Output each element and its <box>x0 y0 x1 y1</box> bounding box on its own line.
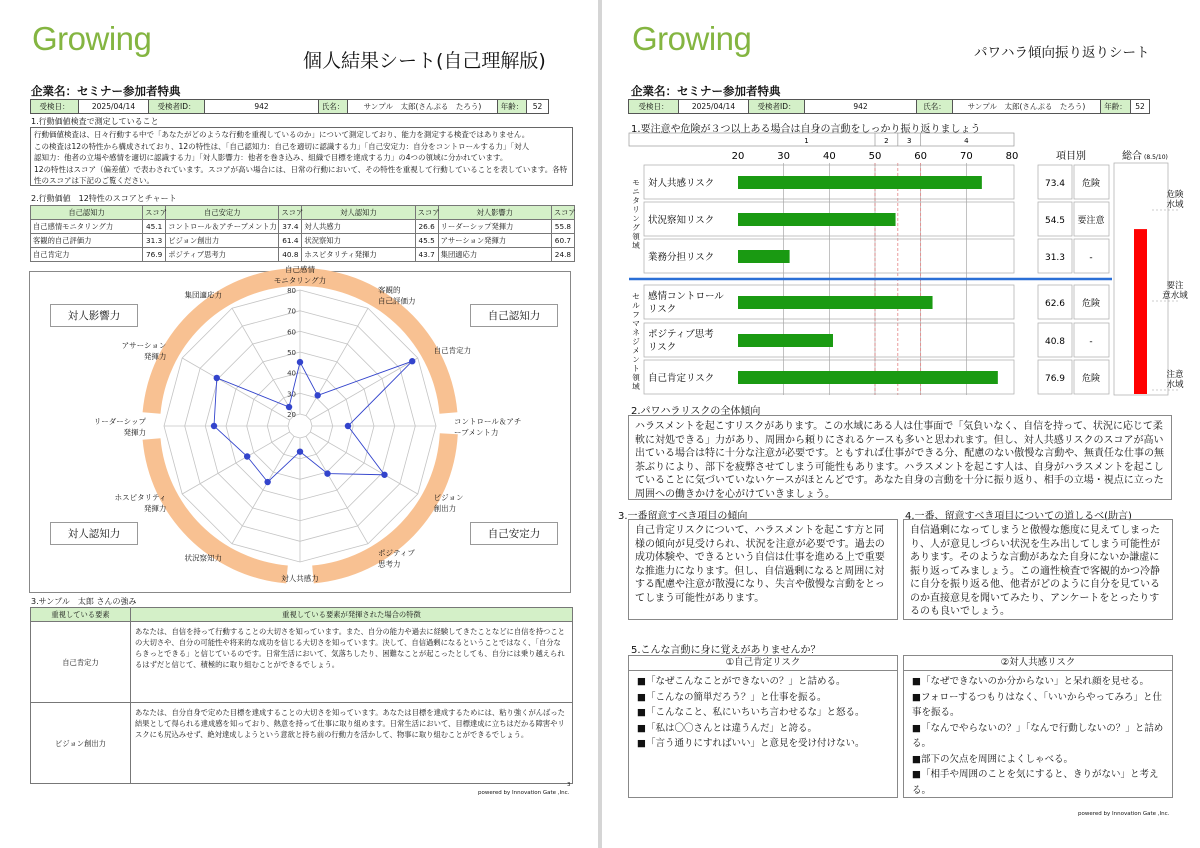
list-item: ■部下の欠点を周囲によくしゃべる。 <box>912 753 1073 765</box>
radar-data-point <box>345 423 351 429</box>
age-value: 52 <box>532 102 543 111</box>
group-label: ニ <box>632 187 640 196</box>
risk-scale-frame <box>629 133 1014 146</box>
header-cell: スコア <box>279 206 302 220</box>
risk-axis-tick: 70 <box>959 151 973 162</box>
radar-spoke <box>182 358 289 420</box>
group-label: フ <box>632 310 640 319</box>
risk-axis-tick: 80 <box>1005 151 1019 162</box>
group-label: ネ <box>632 328 640 337</box>
risk-axis-tick: 50 <box>868 151 882 162</box>
strength-table <box>30 607 573 784</box>
header-cell: 対人認知力 <box>302 206 415 220</box>
radar-data-point <box>314 392 320 398</box>
risk-score: 73.4 <box>1044 179 1066 189</box>
radar-tick-label: 30 <box>287 390 296 399</box>
header-cell: 自己安定力 <box>166 206 279 220</box>
radar-spoke <box>310 358 417 420</box>
radar-data-point <box>297 448 303 454</box>
column-header: 項目別 <box>1056 151 1086 162</box>
section1-line: 12の特性はスコア（偏差値）で表わされています。スコアが高い場合には、日常の行動において、その特性を重視して行動していることを表しています。各特性のスコアは下記のご覧ください。 <box>34 164 568 185</box>
radar-axis-label: 客観的自己評価力 <box>378 285 416 306</box>
section5-title: 5.こんな言動に身に覚えがありませんか？ <box>631 645 821 656</box>
radar-axis-label: リーダーシップ発揮力 <box>93 417 146 437</box>
trait-name: 自己肯定力 <box>31 248 143 262</box>
header-cell: 自己認知力 <box>31 206 143 220</box>
strength-description: あなたは、自信を持って行動することの大切さを知っています。また、自分の能力や過去に経験してきたことなどに自信を持つことの大切さや、自分の可能性や将来的な成功を信じる大切さを知っています。決して、自信過剰になるということではなく、「自分ならきっとできる」と信じているのです。日常生活において、気落ちしたり、困難なことが起こったとしても、自分には乗り越えられるはずだと信じて、積極的に取り組むことができるでしょう。 <box>131 622 573 703</box>
risk-status: - <box>1089 337 1093 347</box>
risk-scale-mark: 2 <box>884 137 889 145</box>
risk-axis-tick: 30 <box>777 151 791 162</box>
radar-tick-label: 80 <box>287 287 296 295</box>
name-label: 氏名： <box>917 100 953 113</box>
list-item: ■「なぜできないのか分からない」と呆れ顔を見せる。 <box>912 676 1149 687</box>
id-label: 受検者ID： <box>749 100 805 113</box>
risk-label: 自己肯定リスク <box>648 373 715 384</box>
radar-spoke <box>306 436 368 543</box>
trait-score: 43.7 <box>415 248 438 262</box>
list-item: ■「こんなこと、私にいちいち言わせるな」と怒る。 <box>637 707 865 718</box>
list-item: ■「なぜこんなことができないの？」と詰める。 <box>637 676 846 687</box>
section2-title: 2.行動価値 12特性のスコアとチャート <box>31 194 177 203</box>
section1-title: 1.行動価値検査で測定していること <box>31 117 159 126</box>
list-item: ■「私は〇〇さんとは違うんだ」と誇る。 <box>637 722 817 734</box>
page-title: 個人結果シート(自己理解版) <box>303 50 546 72</box>
group-label: タ <box>632 196 640 205</box>
group-label: 領 <box>632 232 640 241</box>
radar-axis-label: 自己感情モニタリング力 <box>273 265 327 285</box>
radar-axis-label: 集団適応力 <box>184 290 222 300</box>
powered-by: powered by Innovation Gate ,Inc. <box>1078 811 1170 817</box>
section3-text: 自己肯定リスクについて、ハラスメントを起こす方と同様の傾向が見受けられ、状況を注意が必要です。過去の成功体験や、できるという自信は仕事を進める上で重要な推進力になります。但し、自信過剰になると周囲に対する配慮や注意が散漫になり、失言や傲慢な言動をとってしまう可能性があります。 <box>628 519 898 620</box>
trait-name: ビジョン創出力 <box>166 234 279 248</box>
radar-axis-label: ポジティブ思考力 <box>378 548 415 569</box>
company-name: 企業名：セミナー参加者特典 <box>631 84 781 98</box>
trait-name: アサーション発揮力 <box>438 234 551 248</box>
trait-name: ホスピタリティ発揮力 <box>302 248 415 262</box>
score-row <box>31 220 575 234</box>
list-header: ①自己肯定リスク <box>629 656 897 671</box>
risk-label: 対人共感リスク <box>648 178 715 189</box>
list-item: ■「相手や周囲のことを気にすると、きりがない」と考える。 <box>912 769 1159 796</box>
date-label: 受検日： <box>629 100 679 113</box>
zone-label: 水域 <box>1166 380 1184 390</box>
group-label: モ <box>632 178 640 187</box>
trait-name: 自己感情モニタリング力 <box>31 220 143 234</box>
section2-text: ハラスメントを起こすリスクがあります。この水域にある人は仕事面で「気負いなく、自信を持って、状況に応じて柔軟に対処できる」力があり、周囲から頼りにされるケースも多いと思われます。但し、対人共感リスクのスコアが高い出ている場合は特に十分な注意が必要です。ともすれば仕事ができる分、配慮のない傲慢な言動や、無責任な仕事の無茶ぶりにより、部下を疲弊させてしまう可能性もあります。ハラスメントを起こす人は、自身がハラスメントを起こしていることに気づいていないケースがほとんどです。あなた自身の言動を十分に振り返り、相手の立場・視点に立った周囲への働きかけを心がけていきましょう。 <box>628 415 1172 500</box>
strength-row <box>31 622 573 703</box>
trait-score: 31.3 <box>143 234 166 248</box>
radar-axis-label: ビジョン創出力 <box>433 493 464 513</box>
section4-text: 自信過剰になってしまうと傲慢な態度に見えてしまったり、人が意見しづらい状況を生み出してしまう可能性があります。そのような言動があなた自身にないか謙虚に振り返ってみましょう。この適性検査で客観的かつ冷静に自分を振り返る他、他者がどのように自分を見ているのか直接意見を聞いてみたり、アンケートをとったりするのも良いでしょう。 <box>903 519 1173 620</box>
behavior-list-empathy <box>903 655 1173 798</box>
risk-bar <box>738 176 982 189</box>
strength-name: ビジョン創出力 <box>31 703 131 784</box>
risk-label: 感情コントロールリスク <box>648 291 724 315</box>
group-label: マ <box>632 319 640 328</box>
radar-tick-label: 70 <box>287 307 296 316</box>
radar-axis-label: ホスピタリティ発揮力 <box>114 493 167 513</box>
trait-score: 26.6 <box>415 220 438 234</box>
group-label: 領 <box>632 373 640 382</box>
radar-data-point <box>381 472 387 478</box>
zone-label: 注意 <box>1166 370 1184 380</box>
trait-score: 76.9 <box>143 248 166 262</box>
risk-bar <box>738 334 833 347</box>
quadrant-label: 自己認知力 <box>470 304 558 327</box>
radar-data-point <box>409 358 415 364</box>
score-header-row <box>31 206 575 220</box>
list-item: ■「こんなの簡単だろう？」と仕事を振る。 <box>637 691 827 703</box>
behavior-list-self-affirmation <box>628 655 898 798</box>
trait-name: 集団適応力 <box>438 248 551 262</box>
trait-name: コントロール＆アチーブメント力 <box>166 220 279 234</box>
group-label: ジ <box>632 337 640 346</box>
radar-tick-label: 20 <box>287 411 296 419</box>
radar-spoke <box>232 436 294 543</box>
column-header: 総合 <box>1122 151 1142 162</box>
risk-axis-tick: 20 <box>731 151 745 162</box>
section4-title: 4.一番、留意すべき項目についての道しるべ(助言) <box>905 511 1132 522</box>
trait-score: 60.7 <box>551 234 574 248</box>
score-row <box>31 248 575 262</box>
radar-chart-box <box>29 265 571 593</box>
header-cell: スコア <box>551 206 574 220</box>
radar-data-point <box>244 453 250 459</box>
radar-tick-label: 50 <box>287 349 296 357</box>
risk-bar <box>738 371 998 384</box>
risk-chart <box>624 133 1188 405</box>
radar-spoke <box>310 432 417 494</box>
radar-tick-label: 40 <box>287 369 296 378</box>
trait-score: 45.1 <box>143 220 166 234</box>
date-value: 2025/04/14 <box>79 100 149 113</box>
zone-label: 要注 <box>1166 281 1184 291</box>
risk-label: 状況察知リスク <box>648 215 715 226</box>
header-cell: スコア <box>415 206 438 220</box>
radar-data-point <box>324 470 330 476</box>
right-page <box>602 0 1200 848</box>
radar-data-point <box>214 375 220 381</box>
trait-score: 40.8 <box>279 248 302 262</box>
section1-line: この検査は12の特性から構成されており、12の特性は、「自己認知力：自己を適切に認識する力」「自己安定力：自分をコントロールする力」「対人 <box>34 141 530 151</box>
trait-name: リーダーシップ発揮力 <box>438 220 551 234</box>
radar-spoke <box>306 308 368 415</box>
strength-description: あなたは、自分自身で定めた目標を達成することの大切さを知っています。あなたは目標を達成するためには、粘り強くがんばった結果として得られる達成感を知っており、熱意を持って仕事に取り組めます。日常生活において、目標達成に立ちはだかる障害やリスクにも尻込みせず、絶対達成しようという意欲と持ち前の行動力を活かして、物事に取り組むことができるでしょう。 <box>131 703 573 784</box>
trait-name: ポジティブ思考力 <box>166 248 279 262</box>
radar-spoke <box>232 308 294 415</box>
group-label: セ <box>632 292 640 301</box>
risk-score: 31.3 <box>1044 253 1066 263</box>
radar-data-point <box>264 479 270 485</box>
quadrant-label: 自己安定力 <box>470 522 558 545</box>
page-number: 3 <box>567 782 571 788</box>
group-label: ト <box>632 364 640 373</box>
id-label: 受検者ID： <box>149 100 205 113</box>
risk-score: 62.6 <box>1044 299 1066 309</box>
trait-name: 客観的自己評価力 <box>31 234 143 248</box>
age-value: 52 <box>1135 102 1145 111</box>
trait-name: 対人共感力 <box>302 220 415 234</box>
radar-data-point <box>297 359 303 365</box>
column-header-sub: (8.5/10) <box>1144 154 1168 161</box>
header-cell: 重視している要素が発揮された場合の特徴 <box>131 608 573 622</box>
trait-name: 状況察知力 <box>302 234 415 248</box>
risk-score: 40.8 <box>1044 337 1066 347</box>
risk-label: 業務分担リスク <box>648 252 715 263</box>
section1-line: 認知力：他者の立場や感情を適切に認識する力」「対人影響力：他者を巻き込み、組織で目標を達成する力」の4つの領域に分かれています。 <box>34 153 508 162</box>
age-label: 年齢： <box>1101 100 1131 113</box>
list-header: ②対人共感リスク <box>904 656 1172 671</box>
risk-status: 危険 <box>1081 299 1101 309</box>
zone-label: 危険 <box>1166 190 1184 200</box>
risk-axis-tick: 60 <box>914 151 928 162</box>
radar-axis-label: 自己肯定力 <box>433 346 472 355</box>
radar-data-point <box>211 423 217 429</box>
trait-score: 55.8 <box>551 220 574 234</box>
examinee-info <box>30 99 549 114</box>
radar-tick-label: 60 <box>287 328 296 337</box>
strength-name: 自己肯定力 <box>31 622 131 703</box>
trait-score: 61.4 <box>279 234 302 248</box>
score-table <box>30 205 575 262</box>
section3-title: 3.一番留意すべき項目の傾向 <box>618 511 748 522</box>
group-label: 域 <box>632 241 640 250</box>
examinee-info <box>628 99 1150 114</box>
quadrant-label: 対人認知力 <box>50 522 138 545</box>
group-label: グ <box>632 223 640 232</box>
name-value: サンプル 太郎(さんぷる たろう) <box>953 100 1101 113</box>
section1-line: 行動価値検査は、日々行動する中で「あなたがどのような行動を重視しているのか」について測定しており、能力を測定する検査ではありません。 <box>34 130 530 139</box>
risk-score: 54.5 <box>1044 216 1066 226</box>
trait-score: 37.4 <box>279 220 302 234</box>
age-label: 年齢： <box>498 100 527 113</box>
group-label: ル <box>632 301 640 310</box>
total-gauge-bar <box>1134 229 1147 394</box>
group-label: メ <box>632 346 640 355</box>
strength-row <box>31 703 573 784</box>
group-label: リ <box>632 205 640 214</box>
radar-axis-label: 状況察知力 <box>184 553 222 563</box>
section2-title: 2.パワハラリスクの全体傾向 <box>631 406 761 417</box>
header-cell: スコア <box>143 206 166 220</box>
quadrant-label: 対人影響力 <box>50 304 138 327</box>
risk-status: 危険 <box>1081 179 1101 189</box>
risk-score: 76.9 <box>1044 374 1066 384</box>
risk-scale-mark: 3 <box>907 137 912 145</box>
trait-score: 45.5 <box>415 234 438 248</box>
page-title: パワハラ傾向振り返りシート <box>974 45 1150 61</box>
zone-label: 意水域 <box>1162 291 1188 301</box>
risk-bar <box>738 250 790 263</box>
left-page <box>0 0 598 848</box>
risk-label: ポジティブ思考リスク <box>648 329 714 353</box>
header-cell: 重視している要素 <box>31 608 131 622</box>
list-item: ■フォローするつもりはなく、「いいからやってみろ」と仕事を振る。 <box>912 691 1162 718</box>
name-value: サンプル 太郎(さんぷる たろう) <box>348 100 498 113</box>
company-name: 企業名：セミナー参加者特典 <box>31 84 181 98</box>
risk-status: - <box>1089 253 1093 263</box>
list-item: ■「なんでやらないの？」「なんで行動しないの？」と詰める。 <box>912 722 1164 749</box>
zone-label: 水域 <box>1166 200 1184 210</box>
radar-axis-label: アサーション発揮力 <box>121 341 167 361</box>
trait-score: 24.8 <box>551 248 574 262</box>
risk-bar <box>738 213 896 226</box>
group-label: ン <box>632 214 640 223</box>
header-cell: 対人影響力 <box>438 206 551 220</box>
date-value: 2025/04/14 <box>679 100 749 113</box>
radar-axis-label: 対人共感力 <box>281 574 319 583</box>
name-label: 氏名： <box>319 100 348 113</box>
strength-header-row <box>31 608 573 622</box>
id-value: 942 <box>205 100 319 113</box>
date-label: 受検日： <box>31 100 79 113</box>
list-item: ■「言う通りにすればいい」と意見を受け付けない。 <box>637 738 865 749</box>
risk-status: 危険 <box>1081 374 1101 384</box>
risk-axis-tick: 40 <box>822 151 836 162</box>
group-label: 域 <box>632 382 640 391</box>
group-label: ン <box>632 355 640 364</box>
id-value: 942 <box>805 100 917 113</box>
growing-logo: Growing <box>632 20 752 57</box>
quadrant-band <box>286 268 457 414</box>
section3-title: 3.サンプル 太郎 さんの強み <box>31 597 137 606</box>
growing-logo: Growing <box>32 20 152 57</box>
risk-scale-mark: 4 <box>964 137 969 145</box>
radar-axis-label: コントロール＆アチーブメント力 <box>454 417 522 437</box>
section1-text <box>30 127 573 186</box>
risk-status: 要注意 <box>1077 216 1105 226</box>
risk-bar <box>738 296 933 309</box>
powered-by: powered by Innovation Gate ,Inc. <box>478 790 570 796</box>
radar-data-point <box>286 404 292 410</box>
radar-spoke <box>182 432 289 494</box>
score-row <box>31 234 575 248</box>
risk-scale-mark: 1 <box>804 137 809 145</box>
section1-title: 1.要注意や危険が３つ以上ある場合は自身の言動をしっかり振り返りましょう <box>631 124 981 135</box>
